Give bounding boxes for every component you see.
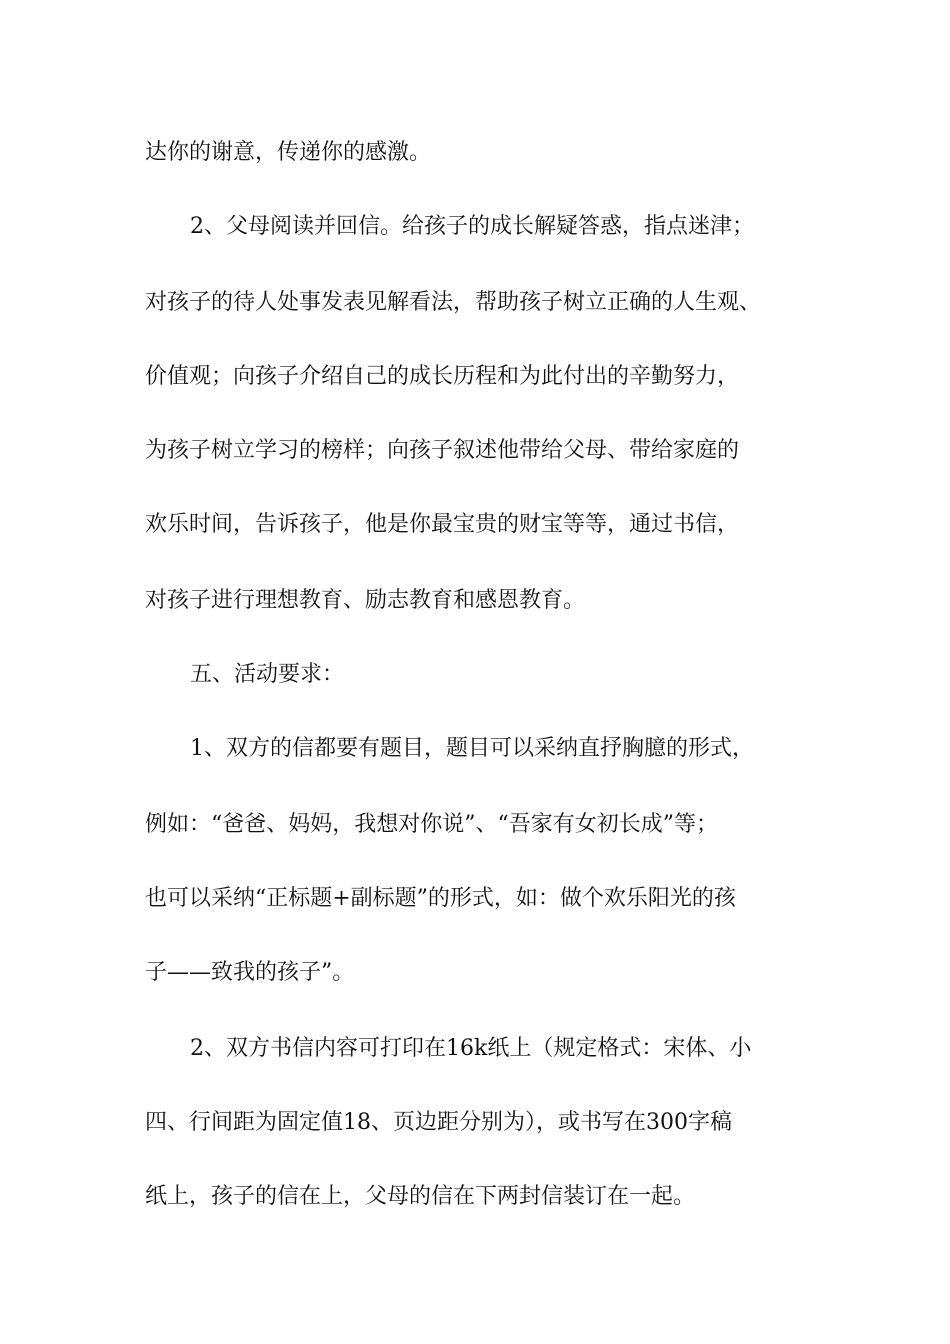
text-line: 也可以采纳“正标题+副标题”的形式，如：做个欢乐阳光的孩 — [145, 886, 736, 911]
text-line: 价值观；向孩子介绍自己的成长历程和为此付出的辛勤努力， — [145, 364, 740, 389]
text-line: 达你的谢意，传递你的感激。 — [145, 140, 432, 165]
text-line: 子——致我的孩子”。 — [145, 960, 355, 985]
text-line: 为孩子树立学习的榜样；向孩子叙述他带给父母、带给家庭的 — [145, 438, 740, 463]
text-line: 2、父母阅读并回信。给孩子的成长解疑答惑，指点迷津； — [190, 214, 754, 239]
text-line: 对孩子的待人处事发表见解看法，帮助孩子树立正确的人生观、 — [145, 290, 762, 315]
text-line: 欢乐时间，告诉孩子，他是你最宝贵的财宝等等，通过书信， — [145, 512, 740, 537]
section-heading: 五、活动要求： — [190, 662, 345, 687]
text-line: 2、双方书信内容可打印在16k纸上（规定格式：宋体、小 — [190, 1036, 752, 1061]
text-line: 1、双方的信都要有题目，题目可以采纳直抒胸臆的形式， — [190, 736, 754, 761]
text-line: 例如：“爸爸、妈妈，我想对你说”、“吾家有女初长成”等； — [145, 812, 718, 837]
text-line: 纸上，孩子的信在上，父母的信在下两封信装订在一起。 — [145, 1184, 696, 1209]
text-line: 对孩子进行理想教育、励志教育和感恩教育。 — [145, 588, 586, 613]
text-line: 四、行间距为固定值18、页边距分别为），或书写在300字稿 — [145, 1110, 732, 1135]
